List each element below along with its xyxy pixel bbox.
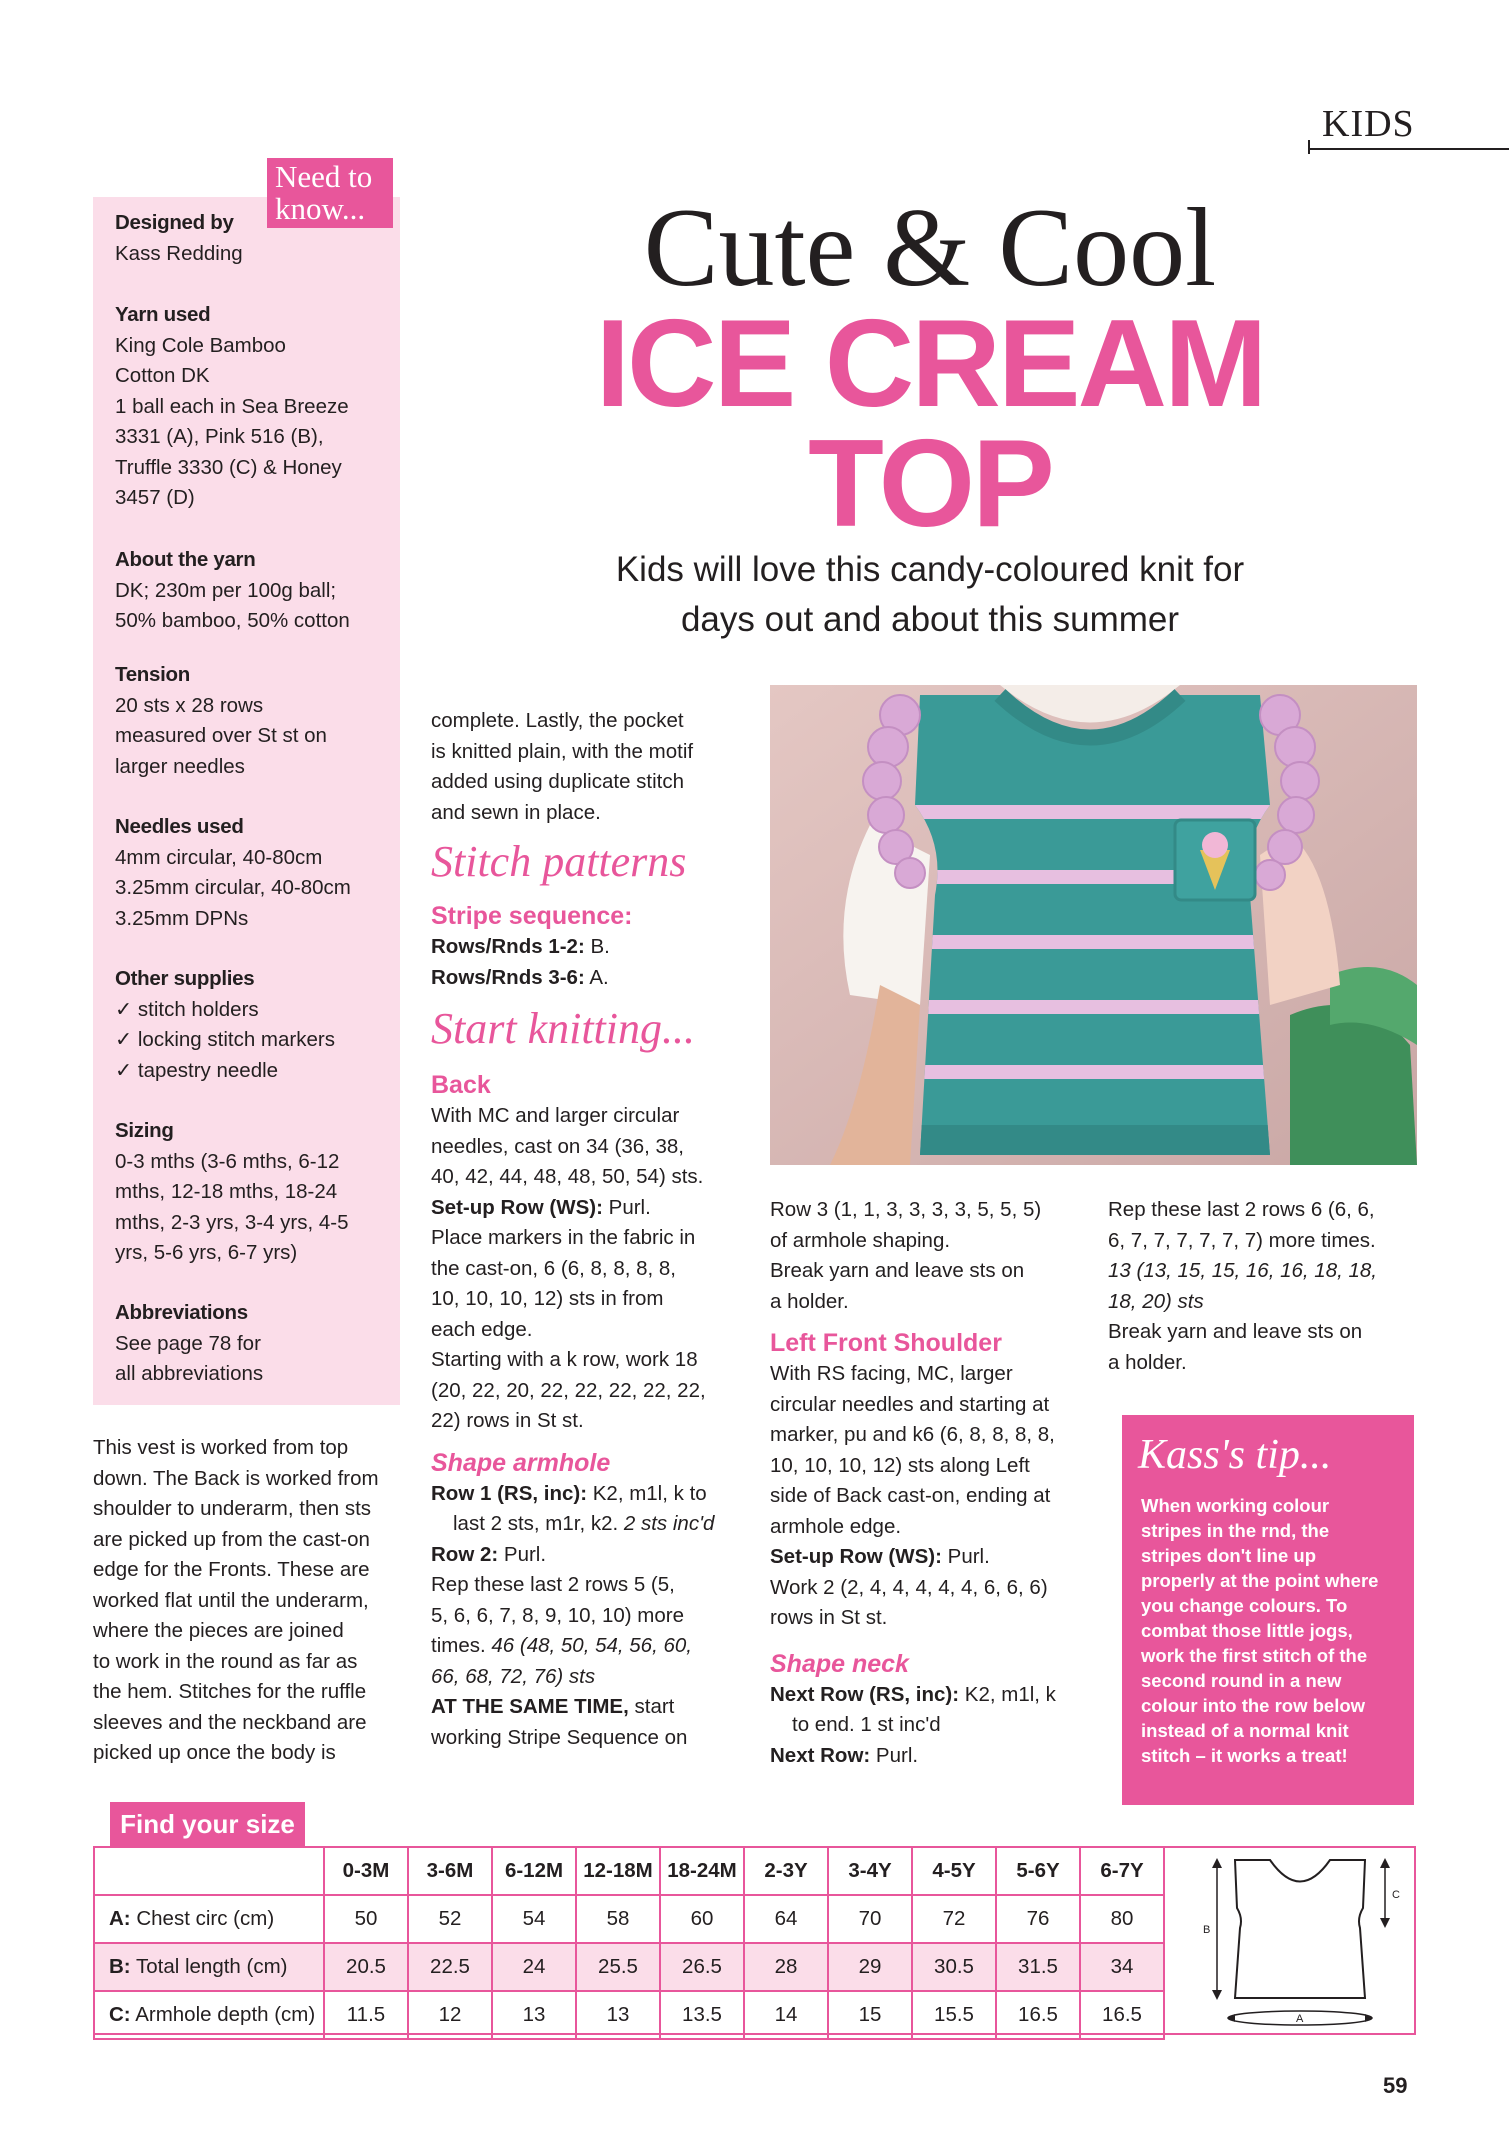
size-header: 6-12M [492, 1847, 576, 1895]
markers-line: the cast-on, 6 (6, 8, 8, 8, 8, [431, 1256, 676, 1280]
table-cell: 64 [744, 1895, 828, 1943]
armhole-row-1 [431, 1479, 761, 1510]
tip-line: combat those little jogs, [1141, 1620, 1353, 1641]
size-header: 0-3M [324, 1847, 408, 1895]
row-1-label: Row 1 (RS, inc): [431, 1481, 588, 1505]
lfs-line: 10, 10, 10, 12) sts along Left [770, 1453, 1030, 1477]
garment-schematic [1185, 1848, 1415, 2034]
needles-line: 3.25mm DPNs [115, 906, 249, 930]
table-cell: 13 [492, 1991, 576, 2039]
yarn-heading: Yarn used [115, 303, 211, 326]
yarn-section [115, 300, 395, 514]
diagram-label-b: B [1203, 1924, 1211, 1936]
designed-by-section [115, 208, 395, 269]
row-key: C: [109, 2003, 131, 2026]
tip-line: you change colours. To [1141, 1595, 1348, 1616]
lfs-line: marker, pu and k6 (6, 8, 8, 8, 8, [770, 1423, 1055, 1446]
header-blank-cell [94, 1847, 324, 1895]
subtitle-line-2: days out and about this summer [680, 600, 1180, 639]
row-1-text: K2, m1l, k to [587, 1481, 707, 1505]
table-cell: 16.5 [996, 1991, 1080, 2039]
shape-armhole-heading: Shape armhole [431, 1448, 611, 1477]
back-line: needles, cast on 34 (36, 38, [431, 1134, 685, 1158]
sizing-heading: Sizing [115, 1119, 174, 1142]
sizing-section [115, 1116, 395, 1269]
table-row [94, 1895, 1164, 1943]
yarn-line: Cotton DK [115, 364, 210, 387]
table-cell: 28 [744, 1943, 828, 1991]
row-name: Armhole depth (cm) [130, 2003, 316, 2026]
intro-line: This vest is worked from top [93, 1436, 349, 1459]
next-row-2 [770, 1741, 1100, 1772]
tension-line: measured over St st on [115, 724, 327, 747]
tip-line: stripes in the rnd, the [1141, 1520, 1330, 1541]
lfs-line: circular needles and starting at [770, 1392, 1050, 1416]
table-cell: 80 [1080, 1895, 1164, 1943]
intro-line: where the pieces are joined [93, 1619, 344, 1642]
next-row-2-label: Next Row: [770, 1743, 871, 1767]
start-knitting-heading: Start knitting... [431, 1004, 695, 1053]
tip-line: instead of a normal knit [1141, 1720, 1349, 1741]
col3-line: Row 3 (1, 1, 3, 3, 3, 3, 5, 5, 5) [770, 1198, 1042, 1221]
abbreviations-line: See page 78 for [115, 1331, 261, 1355]
row-name: Total length (cm) [130, 1955, 288, 1978]
armhole-row-2 [431, 1540, 761, 1571]
designed-by-heading: Designed by [115, 211, 234, 234]
size-header: 5-6Y [996, 1847, 1080, 1895]
table-cell: 13.5 [660, 1991, 744, 2039]
table-cell: 50 [324, 1895, 408, 1943]
col2-line: is knitted plain, with the motif [431, 739, 694, 763]
size-header: 3-6M [408, 1847, 492, 1895]
supplies-line: ✓ tapestry needle [115, 1058, 279, 1082]
abbreviations-heading: Abbreviations [115, 1301, 248, 1324]
yarn-line: 1 ball each in Sea Breeze [115, 394, 349, 418]
next-row-1-text: K2, m1l, k [959, 1682, 1056, 1706]
row-name: Chest circ (cm) [130, 1907, 275, 1930]
markers-line: 10, 10, 10, 12) sts in from [431, 1287, 664, 1310]
rep-last-italic: 46 (48, 50, 54, 56, 60, [491, 1634, 692, 1657]
table-cell: 12 [408, 1991, 492, 2039]
size-header-row [94, 1847, 1164, 1895]
badge-line-1: Need to [275, 159, 373, 194]
size-table [93, 1846, 1165, 2040]
supplies-heading: Other supplies [115, 967, 255, 990]
table-cell: 22.5 [408, 1943, 492, 1991]
table-cell: 70 [828, 1895, 912, 1943]
column-2 [431, 706, 761, 1753]
tip-line: stripes don't line up [1141, 1545, 1317, 1566]
row-2-label: Row 2: [431, 1542, 499, 1566]
col3-setup-row [770, 1542, 1100, 1573]
intro-line: picked up once the body is [93, 1741, 336, 1764]
tip-line: When working colour [1141, 1495, 1330, 1516]
table-cell: 20.5 [324, 1943, 408, 1991]
row-label [94, 1895, 324, 1943]
tension-line: larger needles [115, 754, 245, 778]
markers-line: Place markers in the fabric in [431, 1226, 696, 1249]
title-line-2: ICE CREAM [595, 295, 1265, 433]
table-cell: 25.5 [576, 1943, 660, 1991]
tip-line: second round in a new [1141, 1670, 1342, 1691]
abbreviations-section [115, 1298, 395, 1390]
tip-line: properly at the point where [1141, 1570, 1379, 1591]
col3-line: a holder. [770, 1289, 849, 1313]
next-row-1-cont: to end. 1 st inc'd [792, 1713, 941, 1736]
setup-row-label: Set-up Row (WS): [431, 1195, 603, 1219]
krow-line: (20, 22, 20, 22, 22, 22, 22, 22, [431, 1378, 706, 1402]
intro-line: down. The Back is worked from [93, 1466, 379, 1490]
tip-text [1141, 1493, 1401, 1768]
same-time-cont: working Stripe Sequence on [431, 1725, 688, 1749]
col4-line: Break yarn and leave sts on [1108, 1320, 1363, 1343]
markers-line: each edge. [431, 1317, 533, 1341]
stripe-row-2 [431, 963, 761, 994]
diagram-label-c: C [1392, 1889, 1400, 1901]
same-time-line [431, 1692, 761, 1723]
back-line: 40, 42, 44, 48, 48, 50, 54) sts. [431, 1165, 704, 1188]
tip-title: Kass's tip... [1138, 1432, 1332, 1478]
table-cell: 31.5 [996, 1943, 1080, 1991]
tip-line: colour into the row below [1141, 1695, 1366, 1716]
col3-line: of armhole shaping. [770, 1228, 951, 1252]
col4-italic-line: 13 (13, 15, 15, 16, 16, 18, 18, [1108, 1259, 1377, 1282]
yarn-line: Truffle 3330 (C) & Honey [115, 455, 342, 479]
work-line: rows in St st. [770, 1606, 888, 1629]
table-cell: 15 [828, 1991, 912, 2039]
stitch-patterns-heading: Stitch patterns [431, 837, 687, 886]
col4-line: 6, 7, 7, 7, 7, 7, 7) more times. [1108, 1228, 1376, 1252]
stripe-row-1 [431, 932, 761, 963]
intro-line: edge for the Fronts. These are [93, 1558, 370, 1581]
section-rule-tick [1308, 140, 1310, 154]
intro-line: worked flat until the underarm, [93, 1588, 369, 1612]
yarn-line: 3331 (A), Pink 516 (B), [115, 425, 324, 448]
sizing-line: yrs, 5-6 yrs, 6-7 yrs) [115, 1241, 298, 1264]
about-yarn-heading: About the yarn [115, 548, 256, 571]
next-row-1-label: Next Row (RS, inc): [770, 1682, 960, 1706]
needles-section [115, 812, 395, 934]
table-cell: 76 [996, 1895, 1080, 1943]
lfs-line: side of Back cast-on, ending at [770, 1484, 1051, 1507]
stripe-row-1-label: Rows/Rnds 1-2: [431, 935, 585, 958]
col3-setup-text: Purl. [941, 1545, 990, 1568]
stripe-sequence-heading: Stripe sequence: [431, 902, 633, 930]
setup-row-text: Purl. [602, 1195, 651, 1219]
sizing-line: 0-3 mths (3-6 mths, 6-12 [115, 1149, 340, 1173]
shape-neck-heading: Shape neck [770, 1649, 909, 1678]
diagram-label-a: A [1296, 2013, 1304, 2025]
table-cell: 60 [660, 1895, 744, 1943]
armhole-row-1-cont [431, 1509, 761, 1540]
intro-line: the hem. Stitches for the ruffle [93, 1680, 367, 1703]
knit-top-illustration [770, 685, 1417, 1165]
subtitle [560, 545, 1300, 645]
about-yarn-line: DK; 230m per 100g ball; [115, 578, 337, 602]
size-header: 18-24M [660, 1847, 744, 1895]
page-number: 59 [1383, 2073, 1408, 2098]
table-cell: 72 [912, 1895, 996, 1943]
row-label [94, 1991, 324, 2039]
size-header: 2-3Y [744, 1847, 828, 1895]
column-4 [1108, 1195, 1418, 1378]
size-header: 6-7Y [1080, 1847, 1164, 1895]
tip-line: stitch – it works a treat! [1141, 1745, 1348, 1766]
same-time-text: start [628, 1695, 675, 1718]
next-row-1 [770, 1680, 1100, 1711]
needles-line: 4mm circular, 40-80cm [115, 845, 323, 869]
tension-section [115, 660, 395, 782]
table-cell: 26.5 [660, 1943, 744, 1991]
column-3 [770, 1195, 1100, 1771]
rep-last-plain: times. [431, 1634, 492, 1657]
stripe-row-2-label: Rows/Rnds 3-6: [431, 965, 585, 989]
row-label [94, 1943, 324, 1991]
supplies-line: ✓ stitch holders [115, 997, 259, 1021]
rep-line-last [431, 1631, 761, 1662]
section-label: KIDS [1322, 103, 1415, 145]
back-heading: Back [431, 1071, 491, 1099]
row-1-result: 2 sts inc'd [623, 1512, 715, 1535]
abbreviations-line: all abbreviations [115, 1362, 264, 1385]
schematic-drawing [1185, 1848, 1415, 2034]
supplies-line: ✓ locking stitch markers [115, 1028, 335, 1051]
tension-heading: Tension [115, 663, 190, 686]
table-cell: 14 [744, 1991, 828, 2039]
tip-line: work the first stitch of the [1141, 1645, 1368, 1666]
size-header: 3-4Y [828, 1847, 912, 1895]
badge-line-2: know... [275, 191, 366, 226]
section-rule [1308, 148, 1509, 150]
about-yarn-section [115, 545, 395, 637]
intro-text [93, 1433, 403, 1769]
table-cell: 13 [576, 1991, 660, 2039]
sizing-line: mths, 2-3 yrs, 3-4 yrs, 4-5 [115, 1210, 349, 1234]
table-row [94, 1991, 1164, 2039]
next-row-2-text: Purl. [870, 1743, 919, 1767]
yarn-line: King Cole Bamboo [115, 333, 286, 357]
table-cell: 24 [492, 1943, 576, 1991]
table-cell: 34 [1080, 1943, 1164, 1991]
table-cell: 52 [408, 1895, 492, 1943]
table-row [94, 1943, 1164, 1991]
designed-by-value: Kass Redding [115, 241, 243, 265]
back-line: With MC and larger circular [431, 1104, 680, 1127]
title-line-3: TOP [808, 415, 1052, 553]
krow-line: Starting with a k row, work 18 [431, 1348, 698, 1371]
table-cell: 16.5 [1080, 1991, 1164, 2039]
size-header: 4-5Y [912, 1847, 996, 1895]
find-your-size-tab: Find your size [110, 1802, 305, 1846]
supplies-section [115, 964, 395, 1086]
table-cell: 29 [828, 1943, 912, 1991]
designer-tip-box [1122, 1415, 1414, 1805]
rep-line: 5, 6, 6, 7, 8, 9, 10, 10) more [431, 1603, 684, 1627]
table-cell: 30.5 [912, 1943, 996, 1991]
stripe-row-1-text: B. [584, 935, 610, 958]
subtitle-line-1: Kids will love this candy-coloured knit for [615, 550, 1245, 589]
tension-line: 20 sts x 28 rows [115, 693, 264, 717]
left-front-shoulder-heading: Left Front Shoulder [770, 1329, 1002, 1357]
col3-line: Break yarn and leave sts on [770, 1259, 1025, 1282]
col2-line: complete. Lastly, the pocket [431, 709, 684, 732]
lfs-line: armhole edge. [770, 1514, 902, 1538]
needles-heading: Needles used [115, 815, 244, 838]
setup-row [431, 1193, 761, 1224]
intro-line: to work in the round as far as [93, 1649, 358, 1673]
col4-line: a holder. [1108, 1350, 1187, 1374]
lfs-line: With RS facing, MC, larger [770, 1362, 1013, 1385]
product-photo [770, 685, 1417, 1165]
krow-line: 22) rows in St st. [431, 1409, 584, 1432]
col3-setup-label: Set-up Row (WS): [770, 1545, 942, 1568]
rep-italic-line: 66, 68, 72, 76) sts [431, 1664, 596, 1688]
col2-line: added using duplicate stitch [431, 770, 685, 793]
size-header: 12-18M [576, 1847, 660, 1895]
work-line: Work 2 (2, 4, 4, 4, 4, 4, 6, 6, 6) [770, 1575, 1048, 1599]
needles-line: 3.25mm circular, 40-80cm [115, 876, 351, 899]
about-yarn-line: 50% bamboo, 50% cotton [115, 609, 350, 632]
stripe-row-2-text: A. [584, 965, 609, 989]
row-key: B: [109, 1955, 131, 1978]
rep-line: Rep these last 2 rows 5 (5, [431, 1573, 675, 1596]
intro-line: are picked up from the cast-on [93, 1527, 370, 1551]
table-cell: 15.5 [912, 1991, 996, 2039]
col2-line: and sewn in place. [431, 800, 601, 824]
table-cell: 54 [492, 1895, 576, 1943]
intro-line: sleeves and the neckband are [93, 1710, 367, 1734]
same-time-label: AT THE SAME TIME, [431, 1695, 629, 1718]
table-cell: 11.5 [324, 1991, 408, 2039]
yarn-line: 3457 (D) [115, 486, 195, 509]
row-1-cont: last 2 sts, m1r, k2. [453, 1512, 624, 1535]
row-2-text: Purl. [498, 1542, 547, 1566]
table-cell: 58 [576, 1895, 660, 1943]
title-line-1: Cute & Cool [643, 186, 1217, 310]
col4-italic-line: 18, 20) sts [1108, 1289, 1204, 1313]
row-key: A: [109, 1907, 131, 1930]
col4-line: Rep these last 2 rows 6 (6, 6, [1108, 1198, 1375, 1221]
sizing-line: mths, 12-18 mths, 18-24 [115, 1180, 338, 1203]
intro-line: shoulder to underarm, then sts [93, 1497, 372, 1520]
